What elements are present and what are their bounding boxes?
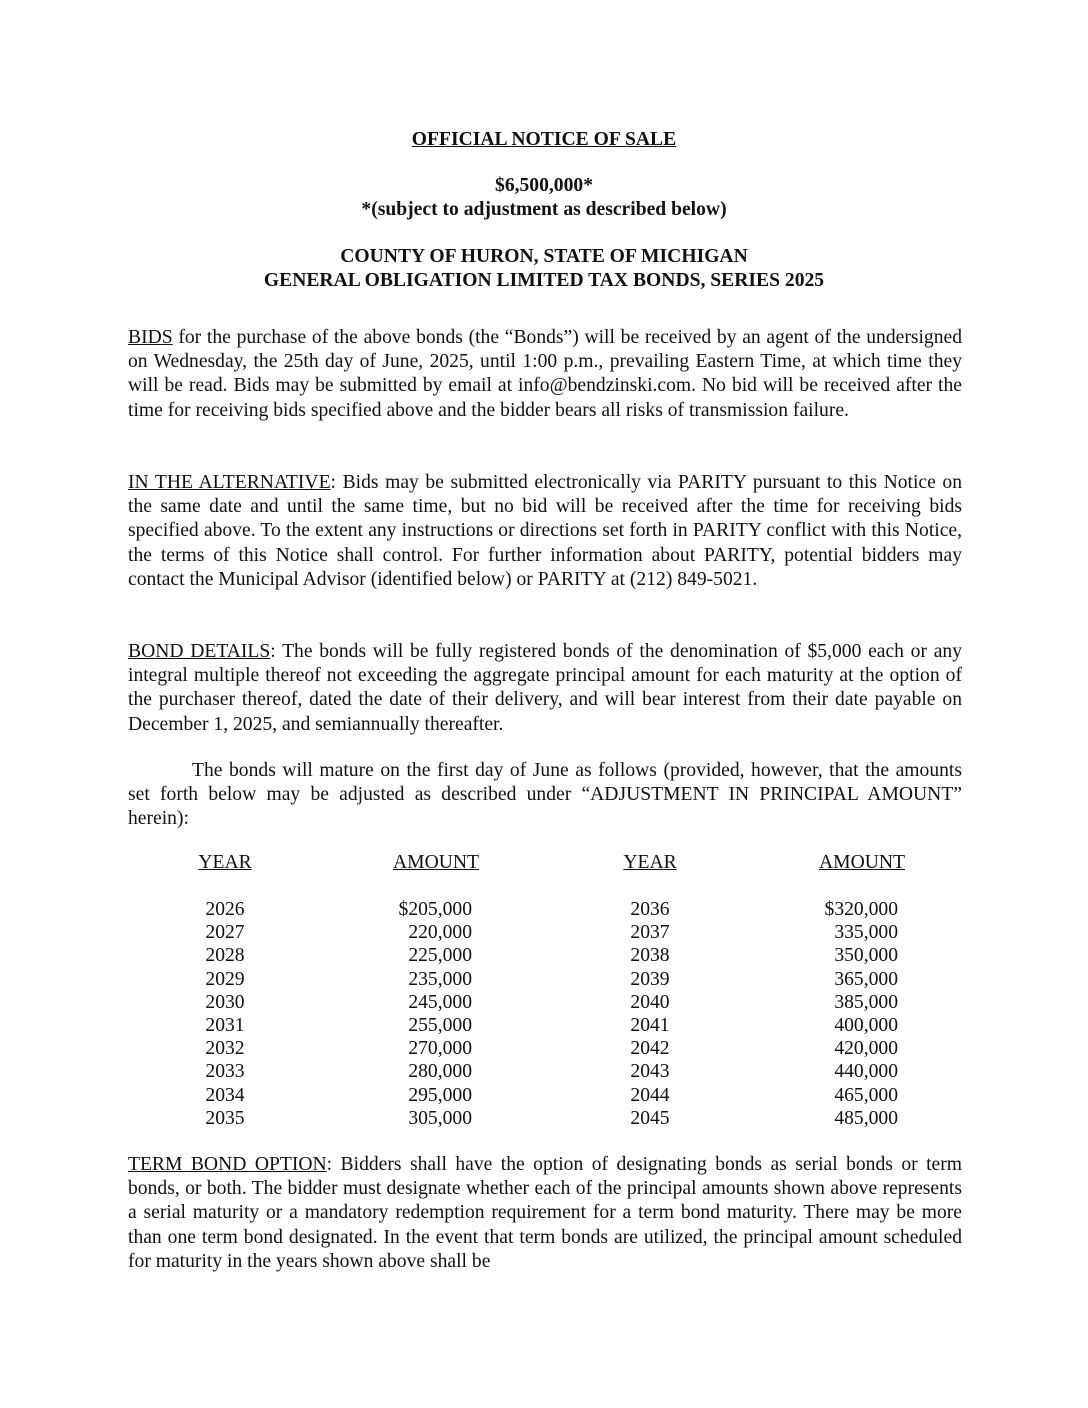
issuer-line-1: COUNTY OF HURON, STATE OF MICHIGAN	[340, 246, 748, 267]
maturity-amount: 440,000	[834, 1061, 898, 1083]
maturity-year: 2029	[205, 968, 245, 990]
maturity-amount: 270,000	[408, 1038, 472, 1060]
maturity-year: 2034	[205, 1084, 245, 1106]
maturity-amount: 220,000	[408, 922, 472, 944]
maturity-amount: 400,000	[834, 1014, 898, 1036]
year-header-left: YEAR	[198, 852, 252, 873]
maturity-year: 2043	[630, 1061, 670, 1083]
offering-amount-block	[0, 174, 1088, 222]
maturity-amount: $320,000	[824, 899, 898, 920]
maturity-amount: 365,000	[834, 968, 898, 990]
maturity-year: 2038	[630, 945, 670, 967]
amount-rows-left	[388, 898, 484, 1130]
amount-column-right	[814, 852, 910, 1130]
maturity-intro-paragraph: The bonds will mature on the first day of June as follows (provided, however, that the amounts set forth below may be adjusted as described under “ADJUSTMENT IN PRINCIPAL AMOUNT” herein):	[128, 760, 962, 830]
maturity-amount: 420,000	[834, 1038, 898, 1060]
year-header-right: YEAR	[623, 852, 677, 873]
maturity-year: 2031	[205, 1014, 245, 1036]
amount-rows-right	[814, 898, 910, 1130]
maturity-year: 2045	[630, 1107, 670, 1129]
maturity-year: 2036	[630, 899, 670, 920]
maturity-amount: 255,000	[408, 1014, 472, 1036]
alternative-paragraph	[128, 471, 962, 592]
maturity-year: 2042	[630, 1038, 670, 1060]
offering-amount-note: *(subject to adjustment as described below)	[361, 199, 727, 220]
maturity-year: 2033	[205, 1061, 245, 1083]
alternative-text: : Bids may be submitted electronically via PARITY pursuant to this Notice on the same date and until the same time, but no bid will be received after the time for receiving bids specified above. To the extent any instructions or directions set forth in PARITY conflict with this Notice, the terms of this Notice shall control. For further information about PARITY, potential bidders may contact the Municipal Advisor (identified below) or PARITY at (212) 849-5021.	[128, 472, 962, 590]
maturity-year: 2040	[630, 991, 670, 1013]
maturity-amount: 295,000	[408, 1084, 472, 1106]
maturity-amount: 350,000	[834, 945, 898, 967]
maturity-year: 2028	[205, 945, 245, 967]
offering-amount: $6,500,000*	[495, 175, 593, 196]
issuer-line-2: GENERAL OBLIGATION LIMITED TAX BONDS, SERIES 2025	[263, 270, 825, 291]
term-bond-text: : Bidders shall have the option of designating bonds as serial bonds or term bonds, or both. The bidder must designate whether each of the principal amounts shown above represents a serial maturity or a mandatory redemption requirement for a term bond maturity. There may be more than one term bond designated. In the event that term bonds are utilized, the principal amount scheduled for maturity in the years shown above shall be	[128, 1154, 963, 1272]
maturity-amount: $205,000	[398, 899, 472, 920]
maturity-year: 2037	[630, 922, 670, 944]
document-title: OFFICIAL NOTICE OF SALE	[411, 129, 677, 150]
alternative-heading: IN THE ALTERNATIVE	[128, 472, 331, 493]
maturity-amount: 280,000	[408, 1061, 472, 1083]
maturity-amount: 305,000	[408, 1107, 472, 1129]
bond-details-paragraph	[128, 640, 962, 737]
bond-details-heading: BOND DETAILS	[128, 641, 271, 662]
maturity-amount: 465,000	[834, 1084, 898, 1106]
issuer-block	[0, 245, 1088, 293]
maturity-amount: 335,000	[834, 922, 898, 944]
maturity-amount: 235,000	[408, 968, 472, 990]
year-rows-right	[615, 898, 685, 1130]
amount-column-left	[388, 852, 484, 1130]
maturity-amount: 225,000	[408, 945, 472, 967]
maturity-amount: 245,000	[408, 991, 472, 1013]
year-column-left	[190, 852, 260, 1130]
maturity-amount: 385,000	[834, 991, 898, 1013]
amount-header-left: AMOUNT	[393, 852, 479, 873]
bids-paragraph	[128, 326, 962, 423]
term-bond-paragraph	[128, 1153, 962, 1274]
maturity-amount: 485,000	[834, 1107, 898, 1129]
year-column-right	[615, 852, 685, 1130]
maturity-year: 2039	[630, 968, 670, 990]
maturity-year: 2027	[205, 922, 245, 944]
maturity-year: 2035	[205, 1107, 245, 1129]
bond-details-text: : The bonds will be fully registered bonds of the denomination of $5,000 each or any integral multiple thereof not exceeding the aggregate principal amount for each maturity at the option of the purchaser thereof, dated the date of their delivery, and will bear interest from their date payable on December 1, 2025, and semiannually thereafter.	[128, 641, 963, 735]
bids-text: for the purchase of the above bonds (the “Bonds”) will be received by an agent of the undersigned on Wednesday, the 25th day of June, 2025, until 1:00 p.m., prevailing Eastern Time, at which time they will be read. Bids may be submitted by email at info@bendzinski.com. No bid will be received after the time for receiving bids specified above and the bidder bears all risks of transmission failure.	[128, 327, 962, 421]
term-bond-heading: TERM BOND OPTION	[128, 1154, 327, 1175]
maturity-year: 2030	[205, 991, 245, 1013]
amount-header-right: AMOUNT	[819, 852, 905, 873]
bids-heading: BIDS	[128, 327, 173, 348]
maturity-year: 2044	[630, 1084, 670, 1106]
maturity-year: 2032	[205, 1038, 245, 1060]
maturity-year: 2026	[205, 899, 245, 920]
maturity-year: 2041	[630, 1014, 670, 1036]
year-rows-left	[190, 898, 260, 1130]
